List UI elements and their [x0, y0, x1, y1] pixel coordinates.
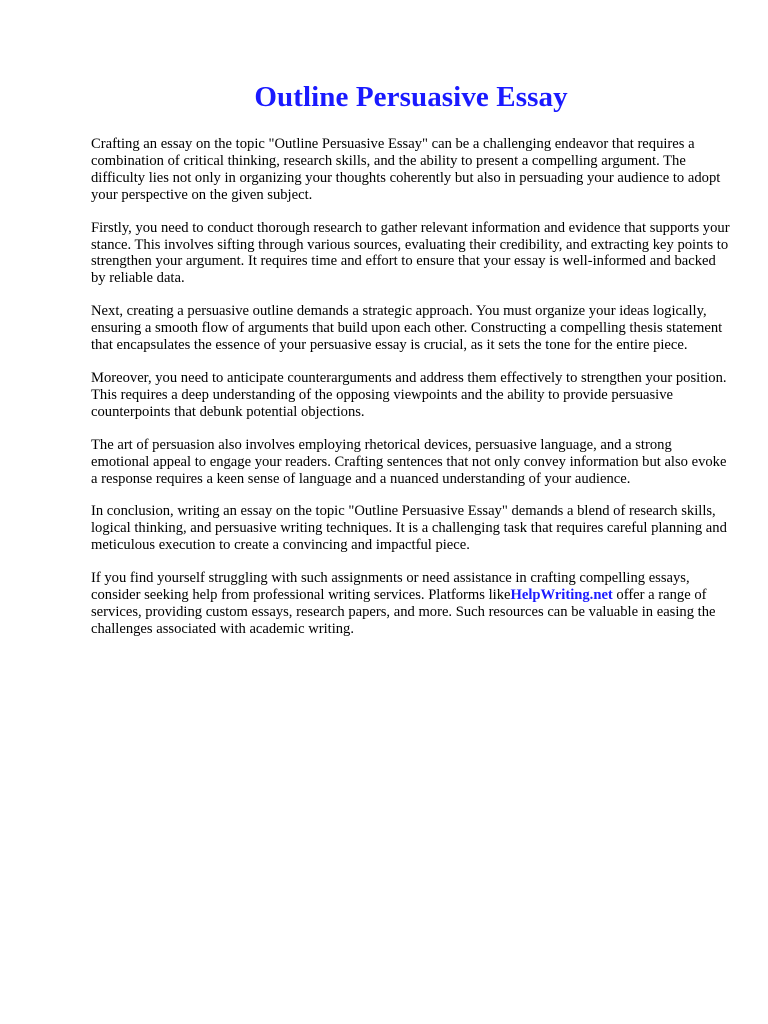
paragraph-persuasion: The art of persuasion also involves employing rhetorical devices, persuasive language, and a strong emotional appeal to engage your readers. Crafting sentences that not only convey information but also evoke a response requires a keen sense of language and a nuanced understanding of your audience. — [91, 436, 727, 487]
paragraph-help — [91, 570, 731, 638]
paragraph-research: Firstly, you need to conduct thorough research to gather relevant information and evidence that supports your stance. This involves sifting through various sources, evaluating their credibility, and extracting key points to strengthen your argument. It requires time and effort to ensure that your essay is well-informed and backed by reliable data. — [91, 219, 730, 287]
document-title: Outline Persuasive Essay — [254, 81, 568, 113]
help-text-before-link: If you find yourself struggling with such assignments or need assistance in crafting compelling essays, consider seeking help from professional writing services. Platforms like — [91, 570, 690, 604]
paragraph-intro: Crafting an essay on the topic "Outline Persuasive Essay" can be a challenging endeavor that requires a combination of critical thinking, research skills, and the ability to present a compelling argument. The difficulty lies not only in organizing your thoughts coherently but also in persuading your audience to adopt your perspective on the given subject. — [91, 136, 721, 203]
paragraph-counterarguments: Moreover, you need to anticipate counterarguments and address them effectively to strengthen your position. This requires a deep understanding of the opposing viewpoints and the ability to provide persuasive counterpoints that debunk potential objections. — [91, 369, 727, 420]
paragraph-outline: Next, creating a persuasive outline demands a strategic approach. You must organize your ideas logically, ensuring a smooth flow of arguments that build upon each other. Constructing a compelling thesis statement that encapsulates the essence of your persuasive essay is crucial, as it sets the tone for the entire piece. — [91, 303, 723, 354]
helpwriting-link[interactable]: HelpWriting.net — [510, 587, 613, 604]
document-page — [91, 80, 731, 654]
paragraph-conclusion: In conclusion, writing an essay on the topic "Outline Persuasive Essay" demands a blend of research skills, logical thinking, and persuasive writing techniques. It is a challenging task that requires careful planning and meticulous execution to create a convincing and impactful piece. — [91, 503, 727, 554]
help-text-after-link: offer a range of services, providing custom essays, research papers, and more. Such resources can be valuable in easing the challenges associated with academic writing. — [91, 587, 716, 637]
